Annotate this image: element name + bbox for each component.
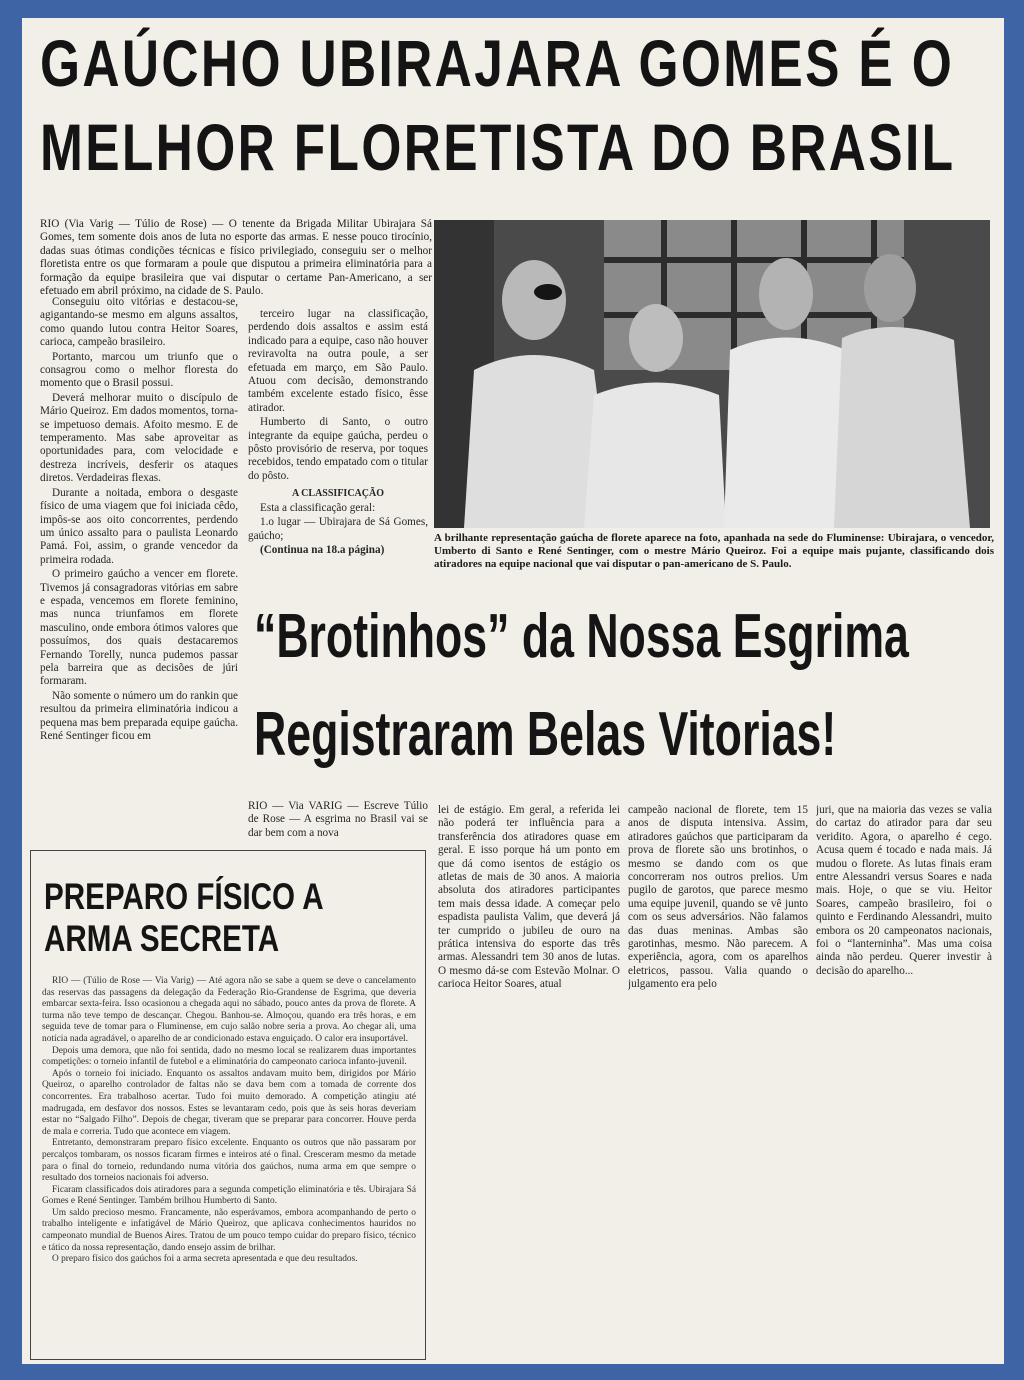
box-body [42, 976, 416, 1356]
story2-column-3: campeão nacional de florete, tem 15 anos de disputa intensiva. Assim, atiradores gaúchos que participaram da prova de florete são uns brotinhos, o mesmo se dando com os que concorreram nos outros prelios. Um pugilo de garotos, que parece mesmo uma equipe juvenil, quando se vê junto com os seus adversários. Não falamos das duas meninas. Ambas são garotinhas, mesmo. Não parecem. A experiência, agora, com os aparelhos eletricos, passou. Valia quando o julgamento era pelo [628, 804, 808, 991]
classification-intro: Esta a classificação geral: [260, 501, 376, 514]
continued-note: (Continua na 18.a página) [260, 543, 385, 556]
paragraph: Durante a noitada, embora o desgaste físico de uma viagem que foi iniciada cêdo, impôs-se aos oito concorrentes, perdendo um único assalto para o paulista Leonardo Pamá. Foi, assim, o grande vencedor da primeira rodada. [40, 486, 238, 566]
paragraph: Após o torneio foi iniciado. Enquanto os assaltos andavam muito bem, dirigidos por Mário Queiroz, o aparelho controlador de faltas não se dava bem com a tomada de corrente dos concorrentes. Era trabalhoso acertar. Tudo foi muito demorado. A competição atingiu até madrugada, em desfavor dos nossos. Estes se levantaram cedo, pois que às seis horas deveriam estar no “Salgado Filho”. Depois de chegar, tiveram que se preparar para concorrer. Houve perda de mala e correria. Tudo que acontece em viagem. [42, 1068, 416, 1137]
classification-first: 1.o lugar — Ubirajara de Sá Gomes, gaúcho; [248, 516, 428, 542]
main-headline-line-1: GAÚCHO UBIRAJARA GOMES É O [40, 26, 955, 100]
paragraph: Um saldo precioso mesmo. Francamente, não esperávamos, embora acompanhando de perto o trabalho inteligente e infatigável de Mário Queiroz, que aplicava conhecimentos hauridos no campeonato mundial de Buenos Aires. Tratou de um pouco tempo cuidar do preparo físico, técnico e tático da nossa representação, dando ensejo assim de brilhar. [42, 1207, 416, 1253]
story2-column-4: juri, que na maioria das vezes se valia do cartaz do atirador para dar seu veridito. Agora, o aparelho é cego. Acusa quem é tocado e nada mais. Já mudou o florete. As lutas finais eram entre Alessandri versus Soares e nada mais. Hoje, o que se viu. Heitor Soares, campeão brasileiro, foi o quinto e Ferdinando Alessandri, muito embora os 20 campeonatos nacionais, foi o “lanterninha”. Mas uma coisa ainda não perdeu. Querer investir à decisão do aparelho... [816, 804, 992, 977]
second-headline-line-1: “Brotinhos” da Nossa Esgrima [254, 602, 909, 671]
lead-paragraph: RIO (Via Varig — Túlio de Rose) — O tenente da Brigada Militar Ubirajara Sá Gomes, tem somente dois anos de luta no esporte das armas. E nesse pouco tirocínio, dadas suas ótimas condições técnicas e físico privilegiado, conseguiu ser o melhor floretista entre os que formaram a poule que disputou a primeira eliminatória para a formação da equipe brasileira que vai disputar o certame Pan-Americano, a ser efetuado em abril próximo, na cidade de S. Paulo. [40, 218, 432, 298]
story2-column-1: RIO — Via VARIG — Escreve Túlio de Rose — A esgrima no Brasil vai se dar bem com a nova [248, 800, 428, 839]
team-photo-image [434, 220, 990, 528]
paragraph: Depois uma demora, que não foi sentida, dado no mesmo local se realizarem duas importantes competições: o torneio infantil de futebol e a eliminatória do campeonato carioca infanto-juvenil. [42, 1045, 416, 1068]
paragraph: RIO — (Túlio de Rose — Via Varig) — Até agora não se sabe a quem se deve o cancelamento das reservas das passagens da delegação da Federação Rio-Grandense de Esgrima, que deveria embarcar sexta-feira. Isso ocasionou a chegada aqui no sábado, pouco antes da prova de florete. A turma não teve tempo de descançar. Chegou. Banhou-se. Almoçou, quando era três horas, e em seguida teve de tomar para o Fluminense, em cujo salão nobre seria a prova. Ao chegar ali, uma notícia nada agradável, o aparelho de ar condicionado estava enguiçado. O calor era insuportável. [42, 976, 416, 1044]
photo-caption: A brilhante representação gaúcha de florete aparece na foto, apanhada na sede do Fluminense: Ubirajara, o vencedor, Umberto di Santo e René Sentinger, com o mestre Mário Queiroz. Foi a equipe mais pujante, classificando dois atiradores na equipe nacional que vai disputar o pan-americano de S. Paulo. [434, 532, 994, 570]
paragraph: Humberto di Santo, o outro integrante da equipe gaúcha, perdeu o pôsto provisório de reserva, por toques recebidos, tendo empatado com o titular do pôsto. [248, 416, 428, 482]
paragraph: terceiro lugar na classificação, perdendo dois assaltos e assim está indicado para a equipe, caso não houver reviravolta na outra poule, a ser efetuada em março, em São Paulo. Atuou com decisão, demonstrando também excelente estado físico, êsse atirador. [248, 308, 428, 414]
second-headline-line-2: Registraram Belas Vitorias! [254, 700, 837, 769]
article-column-2 [248, 308, 428, 608]
team-photo [434, 220, 990, 528]
main-headline-line-2: MELHOR FLORETISTA DO BRASIL [40, 110, 956, 184]
paragraph: Deverá melhorar muito o discípulo de Mário Queiroz. Em dados momentos, torna-se impetuoso demais. Afoito mesmo. E de temperamento. Mas sabe aproveitar as oportunidades para, com velocidade e destreza incríveis, desferir os ataques diretos. Verdadeiras flexas. [40, 391, 238, 485]
box-title: PREPARO FÍSICO A ARMA SECRETA [44, 876, 323, 959]
paragraph: Entretanto, demonstraram preparo físico excelente. Enquanto os outros que não passaram por percalços tombaram, os nossos ficaram firmes e inteiros até o final. Cresceram mesmo da metade para o final do torneio, redundando numa vitória dos gaúchos, numa arma em que sempre o resultado dos torneios nacionais foi adverso. [42, 1138, 416, 1184]
paragraph: O primeiro gaúcho a vencer em florete. Tivemos já consagradoras vitórias em sabre e espada, vencemos em florete feminino, mas nunca triunfamos em florete masculino, onde embora ótimos valores que possuímos, dos quais destacaremos Fernando Torelly, nunca pudemos passar pela barreira que as decisões de júri formaram. [40, 568, 238, 688]
article-column-1 [40, 296, 238, 842]
classification-heading: A CLASSIFICAÇÃO [292, 488, 384, 500]
paragraph: O preparo físico dos gaúchos foi a arma secreta apresentada e que deu resultados. [52, 1254, 358, 1265]
story2-column-2: lei de estágio. Em geral, a referida lei não poderá ter influência para a transferência dos atiradores quase em geral. E isso porque há um ponto em que dá como isentos de estágio os atletas de mais de 30 anos. A maioria absoluta dos atiradores participantes tem mais dessa idade. A começar pelo espadista paulista Valim, que deverá já ter cumprido o jubileu de ouro na prática intensiva do esporte das três armas. Alessandri tem 30 anos de lutas. O mesmo dá-se com Estevão Molnar. O carioca Heitor Soares, atual [438, 804, 620, 991]
paragraph: Portanto, marcou um triunfo que o consagrou como o melhor floresta do momento que o Brasil possui. [40, 350, 238, 390]
paragraph: Não somente o número um do rankin que resultou da primeira eliminatória indicou a pequena mas bem preparada equipe gaúcha. René Sentinger ficou em [40, 689, 238, 742]
paragraph: Conseguiu oito vitórias e destacou-se, agigantando-se mesmo em alguns assaltos, como quando lutou contra Heitor Soares, carioca, campeão brasileiro. [40, 296, 238, 349]
paragraph: Ficaram classificados dois atiradores para a segunda competição eliminatória e tês. Ubirajara Sá Gomes e René Sentinger. Também brilhou Humberto di Santo. [42, 1184, 416, 1207]
newspaper-clipping [22, 18, 1004, 1364]
